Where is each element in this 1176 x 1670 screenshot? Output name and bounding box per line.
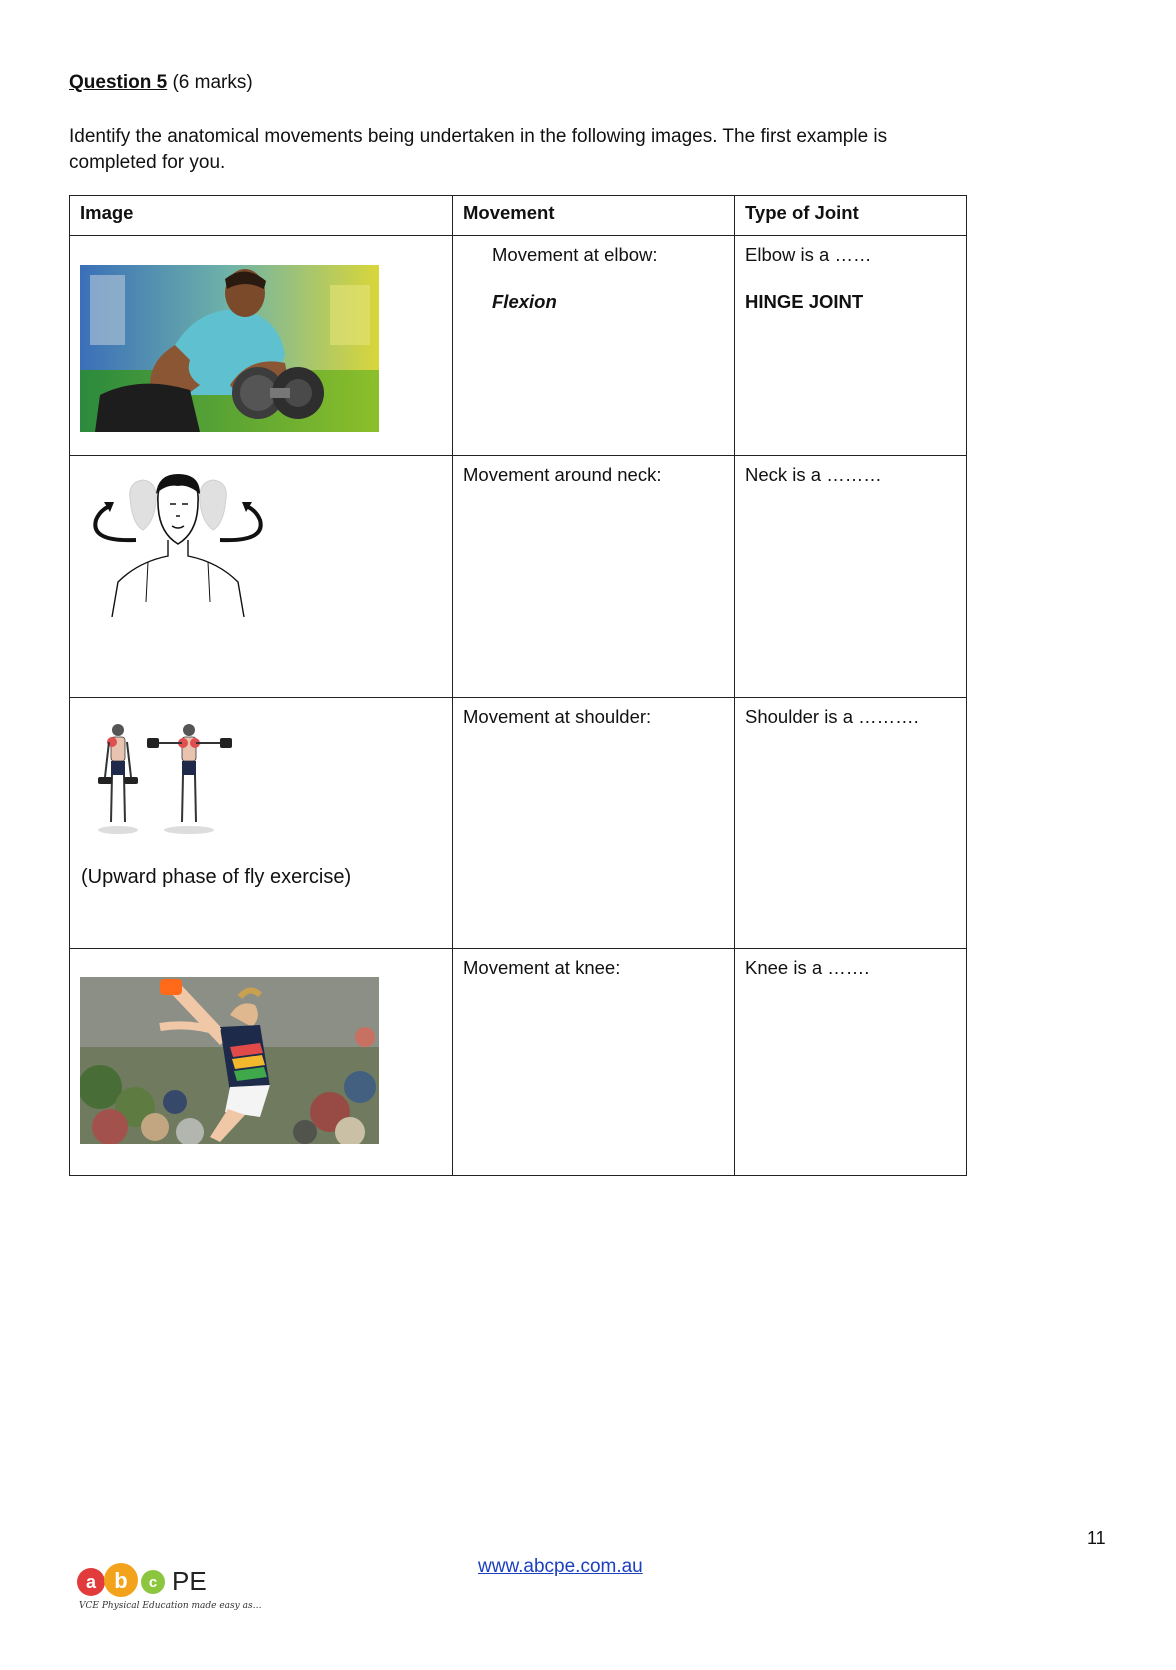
movement-cell xyxy=(453,456,735,698)
joint-label: Knee is a ……. xyxy=(745,957,870,978)
header-joint-type: Type of Joint xyxy=(735,196,967,236)
worksheet-table xyxy=(69,195,967,1176)
movement-cell xyxy=(453,949,735,1176)
table-row xyxy=(70,698,967,949)
table-header-row xyxy=(70,196,967,236)
table-row xyxy=(70,236,967,456)
question-title: Question 5 xyxy=(69,72,168,93)
movement-cell xyxy=(453,698,735,949)
logo-letter-c: c xyxy=(148,1574,158,1591)
header-movement: Movement xyxy=(453,196,735,236)
logo-pe-text: PE xyxy=(172,1566,207,1596)
joint-label: Neck is a ……… xyxy=(745,464,882,485)
image-cell xyxy=(70,949,453,1176)
abcpe-logo xyxy=(75,1558,262,1611)
page-number: 11 xyxy=(1087,1528,1106,1548)
table-row xyxy=(70,456,967,698)
movement-label: Movement at elbow: xyxy=(492,244,658,265)
neck-rotation-illustration-icon xyxy=(88,472,452,622)
movement-label: Movement around neck: xyxy=(463,464,662,485)
logo-tagline: VCE Physical Education made easy as… xyxy=(79,1601,262,1611)
movement-label: Movement at knee: xyxy=(463,957,621,978)
image-caption: (Upward phase of fly exercise) xyxy=(81,866,352,888)
joint-cell xyxy=(735,456,967,698)
question-heading xyxy=(69,72,253,94)
joint-label: Shoulder is a ………. xyxy=(745,706,919,727)
logo-letter-a: a xyxy=(85,1572,97,1592)
joint-cell xyxy=(735,698,967,949)
image-cell xyxy=(70,236,453,456)
football-kick-photo-icon xyxy=(80,977,452,1149)
question-marks: (6 marks) xyxy=(167,72,253,93)
movement-cell xyxy=(453,236,735,456)
header-image: Image xyxy=(70,196,453,236)
movement-answer: Flexion xyxy=(492,291,557,312)
joint-cell xyxy=(735,236,967,456)
dumbbell-fly-illustration-icon xyxy=(94,722,452,842)
instructions-text: Identify the anatomical movements being undertaken in the following images. The first example is completed for you. xyxy=(69,126,888,173)
image-cell xyxy=(70,698,453,949)
joint-label: Elbow is a …… xyxy=(745,244,872,265)
bicep-curl-photo-icon xyxy=(80,265,452,437)
joint-answer: HINGE JOINT xyxy=(745,291,864,312)
website-link[interactable]: www.abcpe.com.au xyxy=(478,1556,643,1577)
movement-label: Movement at shoulder: xyxy=(463,706,652,727)
image-cell xyxy=(70,456,453,698)
joint-cell xyxy=(735,949,967,1176)
table-row xyxy=(70,949,967,1176)
logo-letter-b: b xyxy=(114,1568,128,1593)
